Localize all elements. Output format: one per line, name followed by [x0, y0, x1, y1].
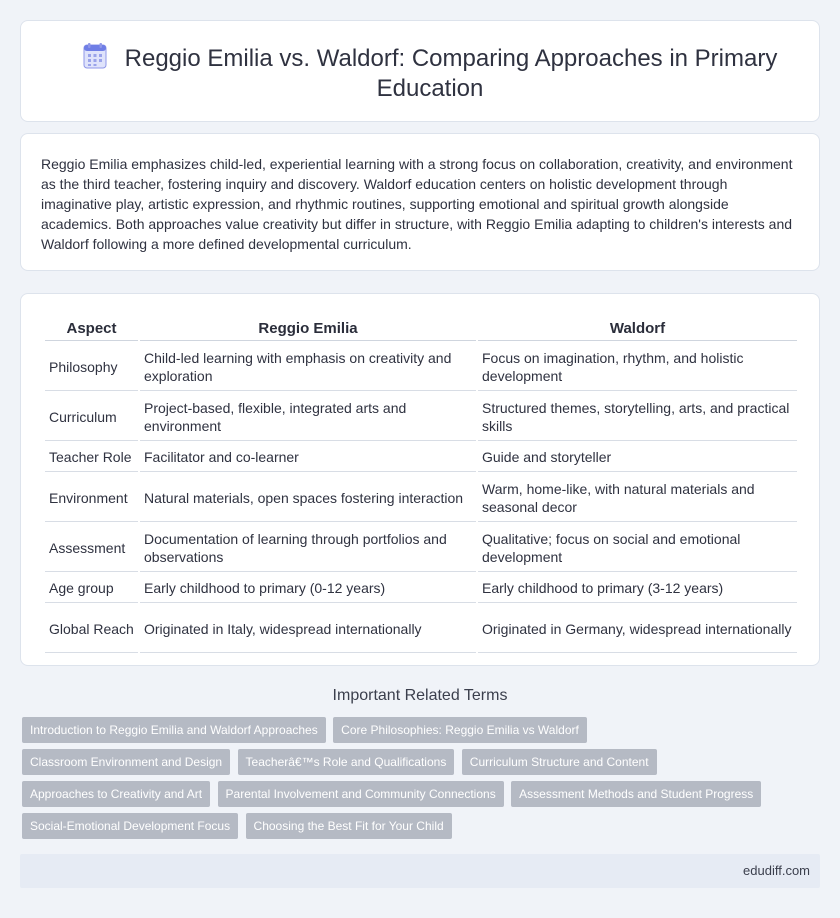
related-term-tag[interactable]: Curriculum Structure and Content [462, 749, 657, 775]
table-row [45, 474, 797, 522]
aspect-cell: Assessment [45, 524, 138, 572]
related-term-tag[interactable]: Introduction to Reggio Emilia and Waldorf Approaches [22, 717, 326, 743]
aspect-cell: Environment [45, 474, 138, 522]
reggio-cell: Documentation of learning through portfolios and observations [140, 524, 476, 572]
waldorf-cell: Warm, home-like, with natural materials and seasonal decor [478, 474, 797, 522]
waldorf-cell: Structured themes, storytelling, arts, and practical skills [478, 393, 797, 441]
waldorf-cell: Guide and storyteller [478, 443, 797, 472]
related-terms-list [22, 717, 802, 845]
page-title [61, 43, 799, 104]
aspect-cell: Curriculum [45, 393, 138, 441]
related-term-tag[interactable]: Social-Emotional Development Focus [22, 813, 238, 839]
table-row [45, 524, 797, 572]
reggio-cell: Facilitator and co-learner [140, 443, 476, 472]
calendar-document-icon [83, 43, 107, 69]
reggio-cell: Originated in Italy, widespread internationally [140, 605, 476, 653]
footer-bar [20, 854, 820, 888]
summary-card [20, 133, 820, 271]
aspect-cell: Teacher Role [45, 443, 138, 472]
related-term-tag[interactable]: Classroom Environment and Design [22, 749, 230, 775]
header-reggio-emilia: Reggio Emilia [140, 316, 476, 341]
reggio-cell: Child-led learning with emphasis on creativity and exploration [140, 343, 476, 391]
aspect-cell: Global Reach [45, 605, 138, 653]
waldorf-cell: Qualitative; focus on social and emotional development [478, 524, 797, 572]
related-terms-title: Important Related Terms [332, 687, 508, 704]
page-title-text: Reggio Emilia vs. Waldorf: Comparing Approaches in Primary Education [124, 45, 778, 102]
table-row [45, 605, 797, 653]
table-row [45, 443, 797, 472]
related-term-tag[interactable]: Core Philosophies: Reggio Emilia vs Waldorf [333, 717, 587, 743]
related-term-tag[interactable]: Parental Involvement and Community Connections [218, 781, 504, 807]
aspect-cell: Age group [45, 574, 138, 603]
reggio-cell: Early childhood to primary (0-12 years) [140, 574, 476, 603]
related-term-tag[interactable]: Choosing the Best Fit for Your Child [246, 813, 452, 839]
footer-site-link[interactable]: edudiff.com [743, 863, 810, 878]
waldorf-cell: Early childhood to primary (3-12 years) [478, 574, 797, 603]
comparison-table-card [20, 293, 820, 666]
table-header-row [45, 316, 797, 341]
related-term-tag[interactable]: Teacherâ€™s Role and Qualifications [238, 749, 455, 775]
table-row [45, 393, 797, 441]
aspect-cell: Philosophy [45, 343, 138, 391]
reggio-cell: Natural materials, open spaces fostering interaction [140, 474, 476, 522]
table-row [45, 343, 797, 391]
reggio-cell: Project-based, flexible, integrated arts and environment [140, 393, 476, 441]
related-term-tag[interactable]: Assessment Methods and Student Progress [511, 781, 761, 807]
waldorf-cell: Originated in Germany, widespread internationally [478, 605, 797, 653]
comparison-table [43, 314, 799, 655]
table-row [45, 574, 797, 603]
header-aspect: Aspect [45, 316, 138, 341]
header-waldorf: Waldorf [478, 316, 797, 341]
related-term-tag[interactable]: Approaches to Creativity and Art [22, 781, 210, 807]
waldorf-cell: Focus on imagination, rhythm, and holistic development [478, 343, 797, 391]
summary-text: Reggio Emilia emphasizes child-led, experiential learning with a strong focus on collaboration, creativity, and environment as the third teacher, fostering inquiry and discovery. Waldorf education centers on holistic development through imaginative play, artistic expression, and rhythmic routines, supporting emotional and spiritual growth alongside academics. Both approaches value creativity but differ in structure, with Reggio Emilia adapting to children's interests and Waldorf following a more defined developmental curriculum. [41, 156, 793, 252]
header-card [20, 20, 820, 122]
